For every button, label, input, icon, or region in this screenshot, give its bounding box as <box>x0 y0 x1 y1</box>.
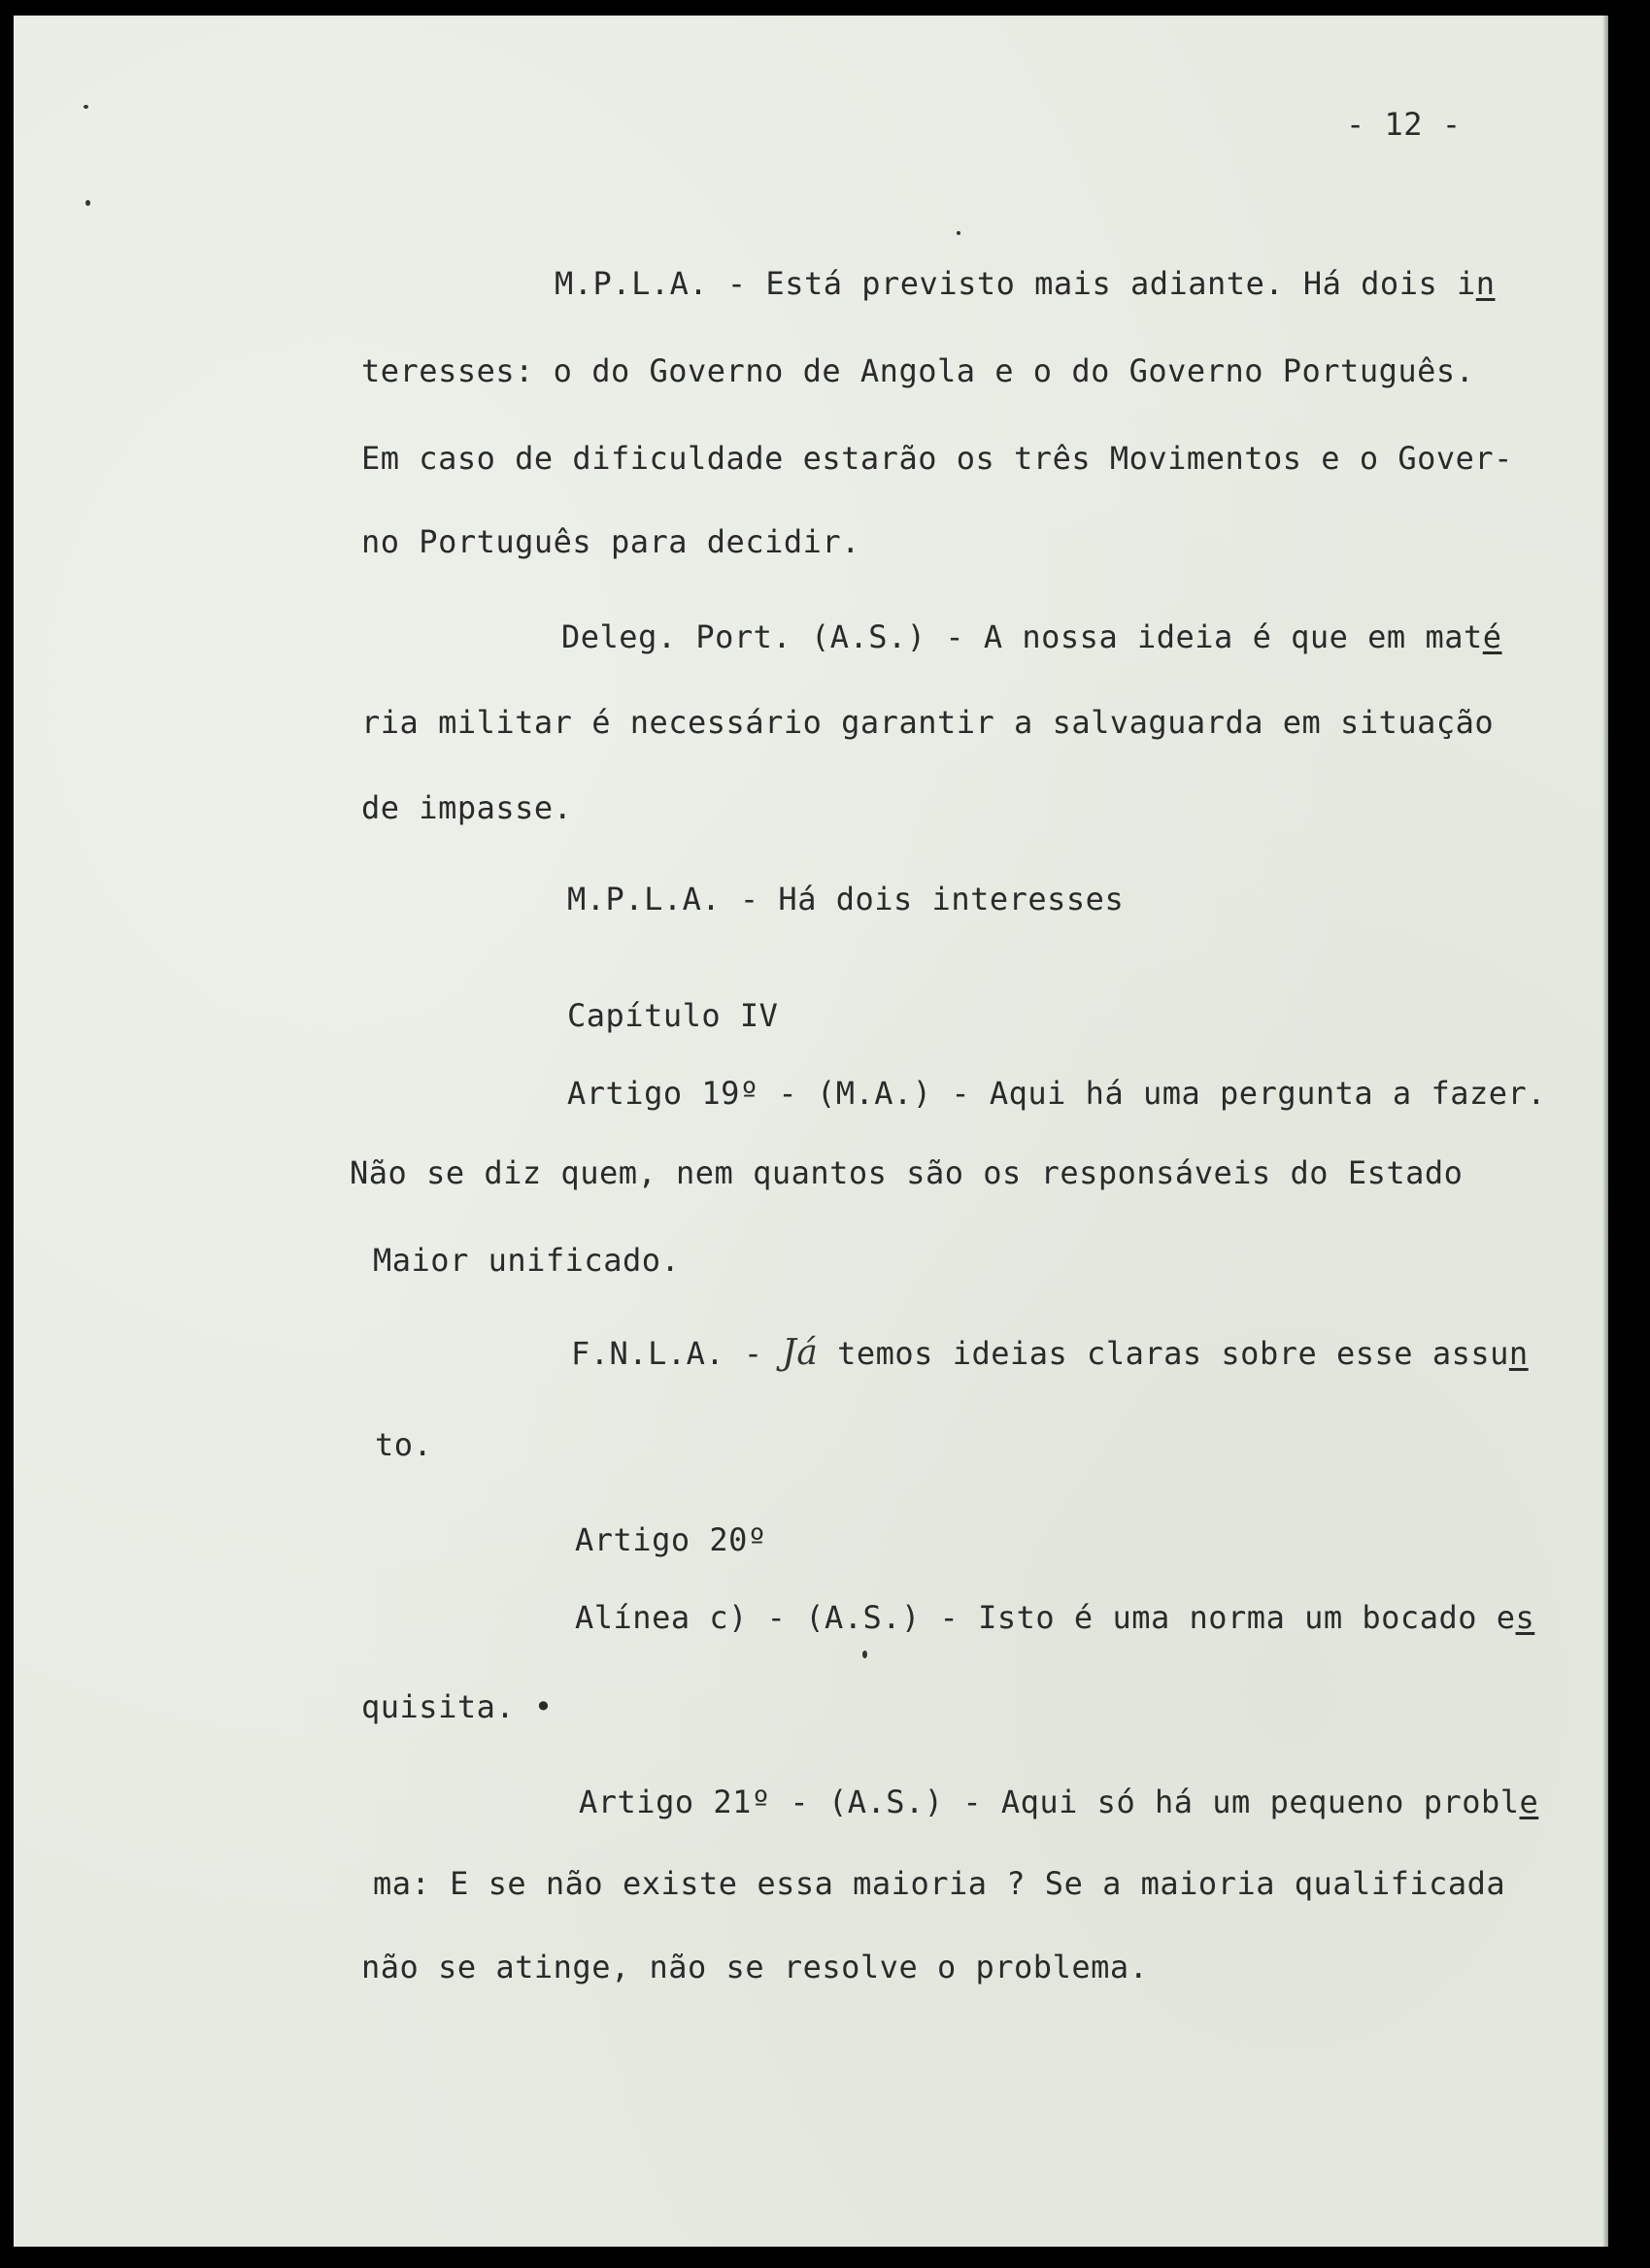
scan-speck <box>862 1651 867 1658</box>
text-line <box>373 1864 1505 1903</box>
text-segment: Não se diz quem, nem quantos são os responsáveis do Estado <box>350 1154 1464 1191</box>
text-segment: no Português para decidir. <box>361 523 860 560</box>
text-segment: F.N.L.A. - <box>571 1335 783 1372</box>
text-line <box>571 1334 1529 1373</box>
text-segment: temos ideias claras sobre esse assu <box>818 1335 1509 1372</box>
text-line <box>361 439 1513 478</box>
underlined-letter: n <box>1508 1335 1529 1372</box>
scan-speck <box>85 200 90 206</box>
text-segment: to. <box>375 1426 433 1463</box>
scanned-page <box>14 16 1608 2247</box>
text-line <box>567 1074 1546 1113</box>
scan-speck <box>84 105 88 109</box>
text-segment: M.P.L.A. - Está previsto mais adiante. Há dois i <box>555 265 1476 302</box>
text-segment: Deleg. Port. (A.S.) - A nossa ideia é que em mat <box>561 618 1483 655</box>
underlined-letter: e <box>1519 1784 1539 1820</box>
text-line <box>361 703 1494 742</box>
text-line <box>361 788 572 827</box>
text-segment: de impasse. <box>361 789 573 826</box>
text-segment: Alínea c) - (A.S.) - Isto é uma norma um bocado e <box>575 1599 1516 1636</box>
scan-speck <box>957 231 960 235</box>
text-segment: Em caso de dificuldade estarão os três Movimentos e o Gover- <box>361 440 1513 477</box>
text-line <box>361 1948 1148 1986</box>
text-line <box>561 617 1502 656</box>
text-segment: M.P.L.A. - Há dois interesses <box>567 881 1125 917</box>
underlined-letter: n <box>1475 265 1496 302</box>
text-line <box>575 1598 1534 1637</box>
text-line <box>575 1520 767 1559</box>
text-segment: Artigo 19º - (M.A.) - Aqui há uma pergunta a fazer. <box>567 1075 1547 1112</box>
text-segment: ma: E se não existe essa maioria ? Se a maioria qualificada <box>373 1865 1506 1902</box>
handwritten-correction: Já <box>782 1333 819 1373</box>
text-segment: Capítulo IV <box>567 997 779 1034</box>
text-line <box>579 1783 1538 1821</box>
text-line <box>375 1425 432 1464</box>
text-line <box>567 996 778 1035</box>
text-segment: Artigo 21º - (A.S.) - Aqui só há um pequeno probl <box>579 1784 1520 1820</box>
text-segment: ria militar é necessário garantir a salvaguarda em situação <box>361 704 1495 741</box>
text-line <box>350 1153 1463 1192</box>
text-segment: Maior unificado. <box>373 1242 681 1279</box>
text-line <box>361 1687 554 1726</box>
text-line <box>361 522 860 561</box>
underlined-letter: s <box>1515 1599 1535 1636</box>
page-number: - 12 - <box>1346 106 1462 143</box>
text-line <box>361 351 1474 390</box>
page-edge-shadow <box>1602 16 1608 2247</box>
text-line <box>373 1241 680 1280</box>
text-segment: não se atinge, não se resolve o problema. <box>361 1949 1149 1985</box>
text-segment: Artigo 20º <box>575 1521 767 1558</box>
text-line <box>567 880 1124 918</box>
text-line <box>555 264 1496 303</box>
text-segment: teresses: o do Governo de Angola e o do Governo Português. <box>361 352 1475 389</box>
underlined-letter: é <box>1482 618 1502 655</box>
text-segment: quisita. • <box>361 1688 554 1725</box>
